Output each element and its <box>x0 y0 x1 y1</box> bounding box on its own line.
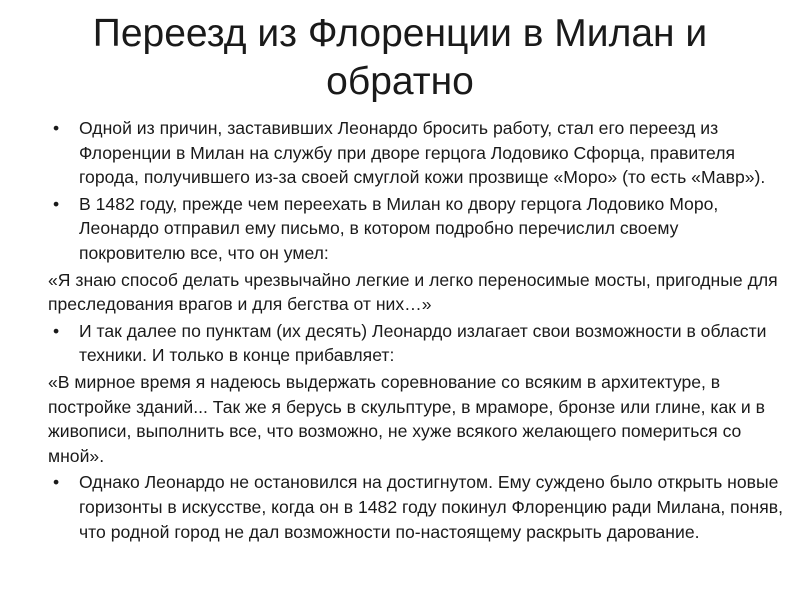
bullet-icon: • <box>53 472 60 493</box>
slide-title: Переезд из Флоренции в Милан и обратно <box>92 12 708 103</box>
quote-text: «Я знаю способ делать чрезвычайно легкие и легко переносимые мосты, пригодные для преследования врагов и для бегства от них…» <box>48 269 778 315</box>
paragraph-text: В 1482 году, прежде чем переехать в Милан ко двору герцога Лодовико Моро, Леонардо отправил ему письмо, в котором подробно перечислил своему покровителю все, что он умел: <box>79 193 719 263</box>
bullet-paragraph <box>48 192 788 266</box>
bullet-paragraph <box>48 116 788 190</box>
quote-paragraph <box>48 268 788 317</box>
slide-body <box>48 116 788 546</box>
quote-paragraph <box>48 370 788 468</box>
bullet-icon: • <box>53 320 60 341</box>
bullet-paragraph <box>48 470 788 544</box>
bullet-icon: • <box>53 118 60 138</box>
bullet-paragraph <box>48 319 788 368</box>
paragraph-text: Однако Леонардо не остановился на достигнутом. Ему суждено было открыть новые горизонты в искусстве, когда он в 1482 году покинул Флоренцию ради Милана, поняв, что родной город не дал возможности по-настоящему раскрыть дарование. <box>79 472 783 542</box>
paragraph-text: И так далее по пунктам (их десять) Леонардо излагает свои возможности в области техники. И только в конце прибавляет: <box>79 320 767 366</box>
quote-text: «В мирное время я надеюсь выдержать соревнование со всяким в архитектуре, в постройке зданий... Так же я берусь в скульптуре, в мраморе, бронзе или глине, как и в живописи, выполнить все, что возможно, не хуже всякого желающего помериться со мной». <box>48 371 765 466</box>
paragraph-text: Одной из причин, заставивших Леонардо бросить работу, стал его переезд из Флоренции в Милан на службу при дворе герцога Лодовико Сфорца, правителя города, получившего из-за своей смуглой кожи прозвище «Моро» (то есть «Мавр»). <box>79 118 766 188</box>
bullet-icon: • <box>53 193 60 214</box>
